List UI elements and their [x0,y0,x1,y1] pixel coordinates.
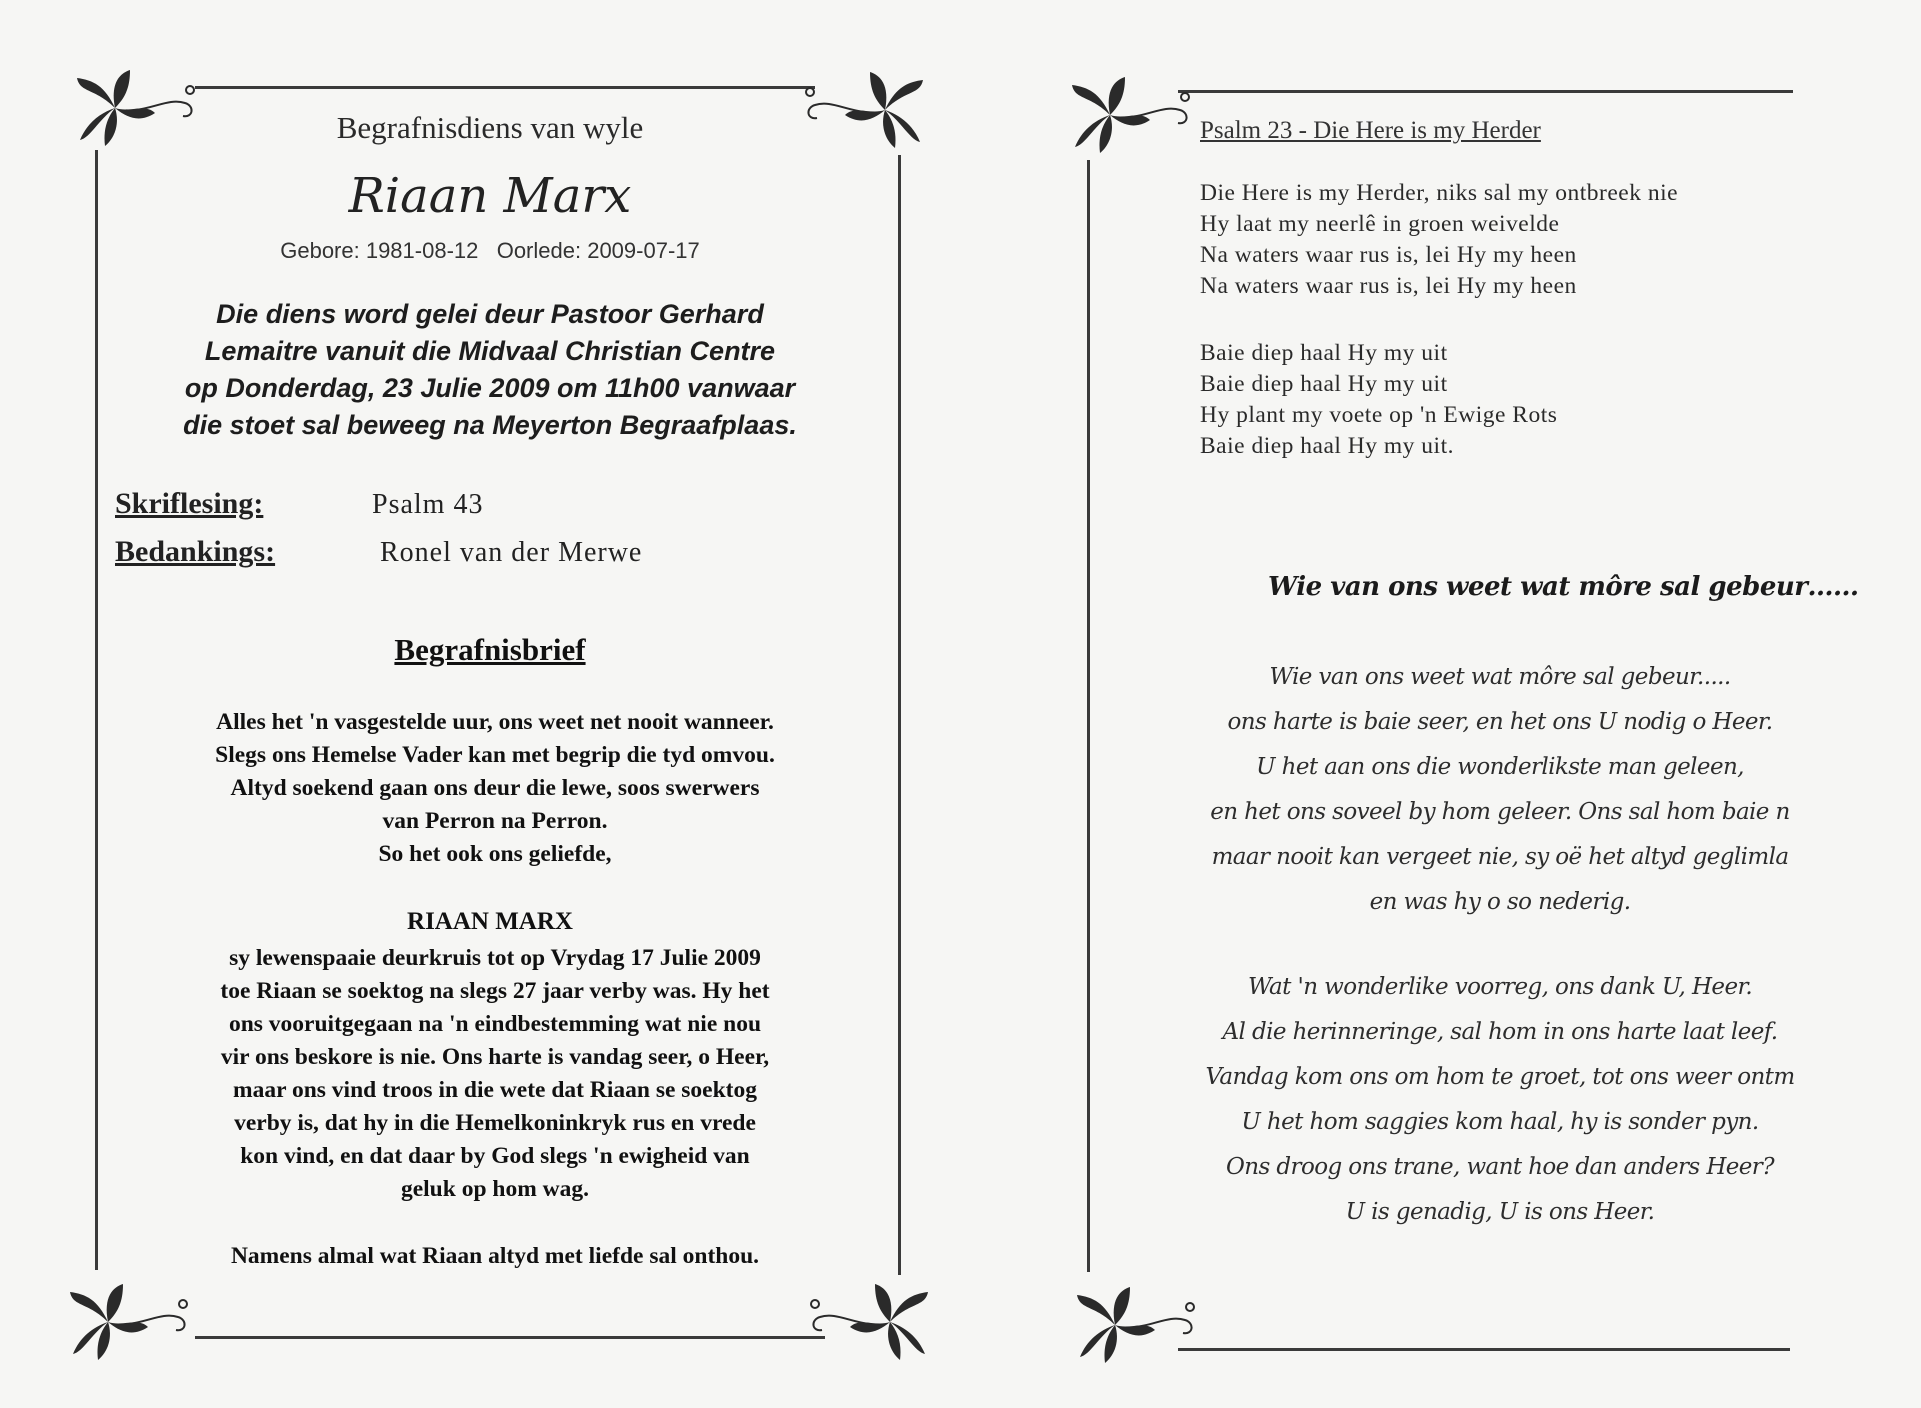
poem-line: en was hy o so nederig. [1369,889,1631,915]
left-bottom-border [195,1336,825,1339]
brief-line: ons vooruitgegaan na 'n eindbestemming wat nie nou [228,1011,762,1037]
brief-body [115,942,875,1206]
brief-line: Alles het 'n vasgestelde uur, ons weet net nooit wanneer. [216,709,774,735]
brief-line: kon vind, en dat daar by God slegs 'n ewigheid van [240,1143,750,1169]
service-line: die stoet sal beweeg na Meyerton Begraafplaas. [183,410,797,440]
service-line: op Donderdag, 23 Julie 2009 om 11h00 vanwaar [184,373,796,403]
poem-line: Vandag kom ons om hom te groet, tot ons weer ontm [1205,1064,1795,1090]
psalm-line: Die Here is my Herder, niks sal my ontbreek nie [1200,180,1679,206]
psalm-line: Hy laat my neerlê in groen weivelde [1200,211,1560,237]
service-line: Lemaitre vanuit die Midvaal Christian Centre [204,336,776,366]
psalm-line: Hy plant my voete op 'n Ewige Rots [1200,402,1558,428]
psalm-line: Na waters waar rus is, lei Hy my heen [1200,273,1577,299]
poem-line: U het aan ons die wonderlikste man geleen, [1256,754,1744,780]
ivy-leaf-ornament-icon [75,68,205,148]
deceased-name: Riaan Marx [348,168,632,224]
poem-line: Wie van ons weet wat môre sal gebeur..... [1269,664,1731,690]
brief-line: maar ons vind troos in die wete dat Riaan se soektog [233,1077,757,1103]
left-top-border [195,86,815,89]
poem-line: maar nooit kan vergeet nie, sy oë het altyd geglimla [1211,844,1789,870]
poem-line: Wat 'n wonderlike voorreg, ons dank U, Heer. [1247,974,1753,1000]
psalm-verse-2 [1200,338,1557,462]
left-left-border [95,150,98,1270]
right-left-border [1087,160,1090,1272]
brief-line: Altyd soekend gaan ons deur die lewe, soos swerwers [230,775,760,801]
brief-line: vir ons beskore is nie. Ons harte is vandag seer, o Heer, [220,1044,770,1070]
psalm-line: Baie diep haal Hy my uit [1200,340,1448,366]
thanks-label: Bedankings: [115,535,276,568]
poem-title: Wie van ons weet wat môre sal gebeur…… [1268,572,1859,602]
right-top-border [1178,90,1793,93]
service-details [110,296,870,444]
brief-line: geluk op hom wag. [400,1176,590,1202]
service-line: Die diens word gelei deur Pastoor Gerhard [216,299,764,329]
poem-line: ons harte is baie seer, en het ons U nodig o Heer. [1227,709,1773,735]
scripture-label: Skriflesing: [115,487,264,520]
brief-title: Begrafnisbrief [394,632,586,667]
poem-stanza-1 [1195,655,1805,925]
thanks-value: Ronel van der Merwe [380,537,643,568]
brief-line: So het ook ons geliefde, [378,841,612,867]
brief-intro [115,706,875,871]
poem-line: Ons droog ons trane, want hoe dan anders Heer? [1226,1154,1774,1180]
ivy-leaf-ornament-icon [68,1282,198,1362]
brief-closing: Namens almal wat Riaan altyd met liefde sal onthou. [230,1243,760,1269]
left-right-border [898,155,901,1275]
brief-line: verby is, dat hy in die Hemelkoninkryk rus en vrede [234,1110,756,1136]
ivy-leaf-ornament-icon [795,70,925,150]
psalm-line: Baie diep haal Hy my uit. [1200,433,1454,459]
poem-line: U is genadig, U is ons Heer. [1345,1199,1655,1225]
ivy-leaf-ornament-icon [800,1282,930,1362]
right-bottom-border [1178,1348,1790,1351]
brief-line: Slegs ons Hemelse Vader kan met begrip die tyd omvou. [215,742,775,768]
psalm-verse-1 [1200,178,1678,302]
poem-line: U het hom saggies kom haal, hy is sonder pyn. [1241,1109,1759,1135]
poem-line: Al die herinneringe, sal hom in ons harte laat leef. [1222,1019,1778,1045]
psalm-title: Psalm 23 - Die Here is my Herder [1200,117,1541,144]
service-subtitle: Begrafnisdiens van wyle [336,110,644,145]
brief-line: sy lewenspaaie deurkruis tot op Vrydag 17 Julie 2009 [229,945,761,971]
psalm-line: Baie diep haal Hy my uit [1200,371,1448,397]
brief-name: RIAAN MARX [407,908,573,935]
scripture-value: Psalm 43 [372,489,484,520]
ivy-leaf-ornament-icon [1075,1285,1205,1365]
psalm-line: Na waters waar rus is, lei Hy my heen [1200,242,1577,268]
poem-line: en het ons soveel by hom geleer. Ons sal hom baie n [1210,799,1790,825]
ivy-leaf-ornament-icon [1070,75,1200,155]
brief-line: toe Riaan se soektog na slegs 27 jaar verby was. Hy het [220,978,770,1004]
brief-line: van Perron na Perron. [382,808,608,834]
poem-stanza-2 [1195,965,1805,1235]
birth-death-dates: Gebore: 1981-08-12 Oorlede: 2009-07-17 [280,238,700,263]
